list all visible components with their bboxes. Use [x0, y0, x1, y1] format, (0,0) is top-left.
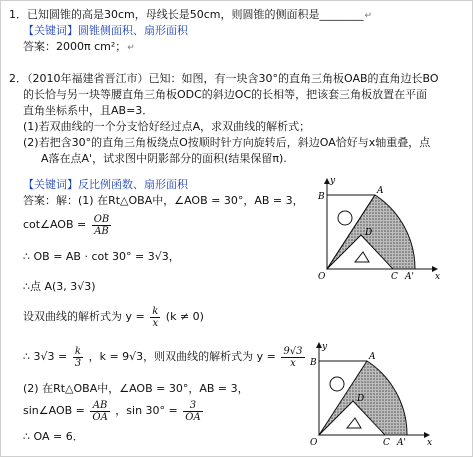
q2-line-1-text: （2010年福建省晋江市）已知：如图，有一块含30°的直角三角板OAB的直角边长BO — [27, 72, 439, 85]
q2-line-2: 的长恰与另一块等腰直角三角板ODC的斜边OC的长相等，把该套三角板放置在平面 — [23, 88, 428, 101]
label-y: y — [330, 176, 336, 186]
k-label: ∴ 3√3 = — [23, 350, 68, 363]
sin-label: sin∠AOB = — [23, 404, 85, 417]
k-result-label: ，k = 9√3，则双曲线的解析式为 y = — [88, 350, 276, 363]
sin-fraction-1 — [90, 400, 109, 423]
sin-fraction-2 — [183, 400, 202, 423]
k-fraction — [73, 346, 83, 369]
hole-circle — [330, 377, 344, 391]
frac-den: 3 — [74, 357, 82, 369]
solution-point-a: ∴点 A(3, 3√3) — [23, 280, 96, 293]
label-c: C — [383, 438, 390, 448]
solution-sin — [23, 399, 205, 423]
frac-num: OB — [93, 213, 110, 225]
q2-number: 2． — [9, 72, 27, 85]
frac-den: AB — [94, 225, 109, 237]
cot-label: cot∠AOB = — [23, 218, 87, 231]
solution-oa: ∴ OA = 6． — [23, 430, 84, 443]
solution-k — [23, 345, 307, 369]
q2-part-2: (2)若把含30°的直角三角板绕点O按顺时针方向旋转后，斜边OA恰好与x轴重叠，点 — [23, 136, 431, 149]
hyperbola-fraction — [150, 306, 160, 329]
result-fraction — [281, 346, 304, 369]
frac-num: k — [73, 346, 83, 358]
label-a-prime: A' — [405, 272, 414, 282]
return-mark: ↵ — [364, 11, 373, 21]
q2-part-2-cont: A落在点A'，试求图中阴影部分的面积(结果保留π). — [41, 152, 287, 165]
label-b: B — [310, 358, 317, 368]
q1-answer-text: 答案：2000π cm²； — [23, 40, 127, 53]
label-b: B — [318, 192, 325, 202]
q2-line-3: 直角坐标系中，且AB=3． — [23, 104, 154, 117]
q2-part-1: (1)若双曲线的一个分支恰好经过点A，求双曲线的解析式； — [23, 120, 311, 133]
solution-ob: ∴ OB = AB · cot 30° = 3√3， — [23, 250, 180, 263]
q2-keyword: 【关键词】反比例函数、扇形面积 — [23, 178, 188, 191]
hole-circle — [338, 211, 352, 225]
label-o: O — [310, 438, 318, 448]
label-o: O — [318, 272, 326, 282]
frac-den: x — [152, 317, 159, 329]
solution-cot — [23, 213, 113, 237]
frac-num: 3 — [183, 400, 202, 412]
label-c: C — [391, 272, 398, 282]
label-d: D — [365, 228, 373, 238]
hyperbola-condition: (k ≠ 0) — [165, 310, 204, 323]
q2-line-1 — [9, 71, 439, 86]
solution-part2: (2) 在Rt△OBA中，∠AOB = 30°，AB = 3， — [23, 382, 249, 395]
label-a: A — [377, 186, 384, 196]
cot-fraction — [92, 214, 112, 237]
q1-answer — [23, 39, 135, 56]
label-d: D — [357, 394, 365, 404]
q1-keyword: 【关键词】圆锥侧面积、扇形面积 — [23, 24, 188, 37]
q1-question — [9, 7, 372, 24]
label-a: A — [369, 352, 376, 362]
figure-1 — [315, 173, 445, 283]
hyperbola-label: 设双曲线的解析式为 y = — [23, 310, 145, 323]
solution-hyperbola — [23, 305, 204, 329]
solution-line-1: 答案：解：(1) 在Rt△OBA中，∠AOB = 30°，AB = 3， — [23, 194, 304, 207]
sin30-label: ，sin 30° = — [115, 404, 178, 417]
label-a-prime: A' — [397, 438, 406, 448]
frac-num: k — [152, 305, 159, 317]
frac-num: AB — [90, 400, 109, 412]
label-x: x — [427, 438, 433, 448]
frac-den: x — [290, 357, 296, 369]
figure-2 — [307, 339, 437, 449]
frac-num: 9√3 — [283, 345, 303, 357]
return-mark: ↵ — [127, 43, 135, 53]
label-x: x — [435, 272, 441, 282]
q1-number: 1． — [9, 8, 27, 21]
label-y: y — [322, 342, 328, 352]
q1-text: 已知圆锥的高是30cm，母线长是50cm，则圆锥的侧面积是________ — [27, 8, 364, 21]
frac-den: OA — [185, 411, 201, 423]
frac-den: OA — [92, 411, 108, 423]
